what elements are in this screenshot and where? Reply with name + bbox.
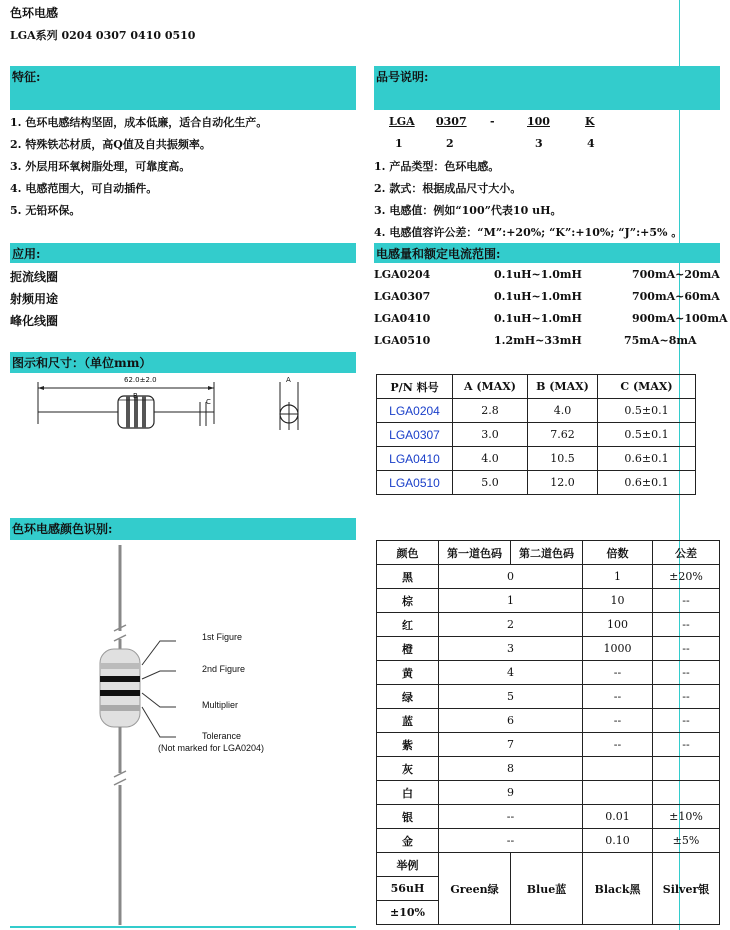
pn-index: 4 <box>587 137 595 150</box>
multiplier-cell: 0.10 <box>583 829 653 853</box>
series-line: LGA系列 0204 0307 0410 0510 <box>10 29 196 42</box>
table-row <box>377 613 720 637</box>
b-cell: 12.0 <box>528 471 598 495</box>
table-row <box>377 471 696 495</box>
color-cell: 红 <box>377 613 439 637</box>
feature-item: 5. 无铅环保。 <box>10 204 81 217</box>
pn-code-tolerance: K <box>585 115 595 128</box>
table-row <box>377 589 720 613</box>
pn-index: 2 <box>446 137 454 150</box>
pn-item: 4. 电感值容许公差：“M”:+20%; “K”:+10%; “J”:+5% 。 <box>374 226 683 239</box>
pn-item: 3. 电感值：例如“100”代表10 uH。 <box>374 204 562 217</box>
range-model: LGA0510 <box>374 334 431 347</box>
tolerance-cell: -- <box>653 637 720 661</box>
multiplier-cell: -- <box>583 685 653 709</box>
color-cell: 黄 <box>377 661 439 685</box>
digit-cell: 4 <box>439 661 583 685</box>
tolerance-cell <box>653 781 720 805</box>
digit-cell: -- <box>439 829 583 853</box>
feature-item: 2. 特殊铁芯材质，高Q值及自共振频率。 <box>10 138 211 151</box>
diagram-label-second: 2nd Figure <box>202 664 246 674</box>
digit-cell: 5 <box>439 685 583 709</box>
multiplier-cell: -- <box>583 733 653 757</box>
tolerance-cell: -- <box>653 685 720 709</box>
pn-cell: LGA0410 <box>377 447 453 471</box>
features-heading: 特征: <box>10 66 356 110</box>
example-band: Green绿 <box>439 853 511 925</box>
tolerance-cell: -- <box>653 733 720 757</box>
table-row <box>377 447 696 471</box>
a-cell: 4.0 <box>453 447 528 471</box>
pn-cell: LGA0307 <box>377 423 453 447</box>
color-cell: 绿 <box>377 685 439 709</box>
drawing-label-b: B <box>133 392 138 400</box>
example-band: Blue蓝 <box>511 853 583 925</box>
range-model: LGA0204 <box>374 268 431 281</box>
feature-item: 3. 外层用环氧树脂处理，可靠度高。 <box>10 160 191 173</box>
table-row <box>377 757 720 781</box>
dimensions-table <box>376 374 696 495</box>
example-band: Black黑 <box>583 853 653 925</box>
feature-item: 1. 色环电感结构坚固，成本低廉，适合自动化生产。 <box>10 116 268 129</box>
pn-code-type: LGA <box>389 115 415 128</box>
pn-item: 1. 产品类型：色环电感。 <box>374 160 500 173</box>
c-cell: 0.5±0.1 <box>598 423 696 447</box>
digit-cell: -- <box>439 805 583 829</box>
table-row <box>377 661 720 685</box>
digit-cell: 6 <box>439 709 583 733</box>
dimensions-heading: 图示和尺寸：（单位mm） <box>10 352 356 373</box>
multiplier-cell: -- <box>583 661 653 685</box>
pn-code-value: 100 <box>527 115 550 128</box>
digit-cell: 1 <box>439 589 583 613</box>
multiplier-cell: -- <box>583 709 653 733</box>
range-current: 700mA~60mA <box>632 290 720 303</box>
color-cell: 棕 <box>377 589 439 613</box>
table-row <box>377 685 720 709</box>
digit-cell: 8 <box>439 757 583 781</box>
pn-cell: LGA0204 <box>377 399 453 423</box>
tolerance-cell: -- <box>653 589 720 613</box>
range-model: LGA0307 <box>374 290 431 303</box>
color-cell: 黑 <box>377 565 439 589</box>
color-code-heading: 色环电感颜色识别: <box>10 518 356 540</box>
feature-item: 4. 电感范围大，可自动插件。 <box>10 182 158 195</box>
application-item: 峰化线圈 <box>10 314 59 328</box>
range-inductance: 0.1uH~1.0mH <box>494 268 582 281</box>
col-second-band: 第二道色码 <box>511 541 583 565</box>
diagram-label-multiplier: Multiplier <box>202 700 239 710</box>
color-cell: 白 <box>377 781 439 805</box>
color-cell: 银 <box>377 805 439 829</box>
col-multiplier: 倍数 <box>583 541 653 565</box>
diagram-label-note: (Not marked for LGA0204) <box>158 743 265 753</box>
pn-code-size: 0307 <box>436 115 467 128</box>
col-tolerance: 公差 <box>653 541 720 565</box>
digit-cell: 3 <box>439 637 583 661</box>
multiplier-cell: 100 <box>583 613 653 637</box>
color-cell: 金 <box>377 829 439 853</box>
multiplier-cell <box>583 757 653 781</box>
footer-rule <box>10 926 356 928</box>
table-row <box>377 637 720 661</box>
tolerance-cell: -- <box>653 661 720 685</box>
col-b: B (MAX) <box>528 375 598 399</box>
drawing-label-a: A <box>286 376 291 384</box>
table-row <box>377 423 696 447</box>
multiplier-cell: 10 <box>583 589 653 613</box>
range-inductance: 0.1uH~1.0mH <box>494 312 582 325</box>
table-row <box>377 805 720 829</box>
table-row <box>377 565 720 589</box>
example-row <box>377 853 720 877</box>
pn-cell: LGA0510 <box>377 471 453 495</box>
diagram-label-first: 1st Figure <box>202 632 243 642</box>
col-pn: P/N 料号 <box>377 375 453 399</box>
pn-index: 1 <box>395 137 403 150</box>
tolerance-cell: -- <box>653 613 720 637</box>
multiplier-cell: 1 <box>583 565 653 589</box>
range-inductance: 1.2mH~33mH <box>494 334 582 347</box>
ranges-heading: 电感量和额定电流范围: <box>374 243 720 263</box>
application-item: 扼流线圈 <box>10 270 59 284</box>
part-number-heading: 品号说明: <box>374 66 720 110</box>
drawing-label-c: C <box>206 398 211 406</box>
multiplier-cell <box>583 781 653 805</box>
tolerance-cell: ±20% <box>653 565 720 589</box>
example-tolerance: ±10% <box>377 901 439 925</box>
application-item: 射频用途 <box>10 292 59 306</box>
digit-cell: 7 <box>439 733 583 757</box>
range-current: 900mA~100mA <box>632 312 728 325</box>
multiplier-cell: 0.01 <box>583 805 653 829</box>
drawing-label-overall: 62.0±2.0 <box>124 376 157 384</box>
a-cell: 5.0 <box>453 471 528 495</box>
tolerance-cell: ±5% <box>653 829 720 853</box>
example-label: 举例 <box>377 853 439 877</box>
table-row <box>377 733 720 757</box>
example-band: Silver银 <box>653 853 720 925</box>
digit-cell: 9 <box>439 781 583 805</box>
table-row <box>377 399 696 423</box>
pn-item: 2. 款式：根据成品尺寸大小。 <box>374 182 522 195</box>
range-current: 700mA~20mA <box>632 268 720 281</box>
table-row <box>377 829 720 853</box>
tolerance-cell: ±10% <box>653 805 720 829</box>
table-row <box>377 709 720 733</box>
color-cell: 蓝 <box>377 709 439 733</box>
applications-heading: 应用: <box>10 243 356 263</box>
color-band-diagram <box>90 545 190 925</box>
example-value: 56uH <box>377 877 439 901</box>
col-c: C (MAX) <box>598 375 696 399</box>
a-cell: 2.8 <box>453 399 528 423</box>
table-header-row <box>377 541 720 565</box>
diagram-label-tolerance: Tolerance <box>202 731 242 741</box>
tolerance-cell: -- <box>653 709 720 733</box>
a-cell: 3.0 <box>453 423 528 447</box>
col-a: A (MAX) <box>453 375 528 399</box>
col-color: 颜色 <box>377 541 439 565</box>
c-cell: 0.5±0.1 <box>598 399 696 423</box>
table-row <box>377 781 720 805</box>
b-cell: 7.62 <box>528 423 598 447</box>
range-current: 75mA~8mA <box>624 334 697 347</box>
pn-code-dash: - <box>490 115 495 128</box>
table-header-row <box>377 375 696 399</box>
b-cell: 4.0 <box>528 399 598 423</box>
c-cell: 0.6±0.1 <box>598 471 696 495</box>
digit-cell: 0 <box>439 565 583 589</box>
color-cell: 紫 <box>377 733 439 757</box>
page-title: 色环电感 <box>10 6 59 20</box>
tolerance-cell <box>653 757 720 781</box>
c-cell: 0.6±0.1 <box>598 447 696 471</box>
b-cell: 10.5 <box>528 447 598 471</box>
color-code-table <box>376 540 720 925</box>
pn-index: 3 <box>535 137 543 150</box>
digit-cell: 2 <box>439 613 583 637</box>
col-first-band: 第一道色码 <box>439 541 511 565</box>
color-cell: 灰 <box>377 757 439 781</box>
color-cell: 橙 <box>377 637 439 661</box>
range-inductance: 0.1uH~1.0mH <box>494 290 582 303</box>
multiplier-cell: 1000 <box>583 637 653 661</box>
range-model: LGA0410 <box>374 312 431 325</box>
